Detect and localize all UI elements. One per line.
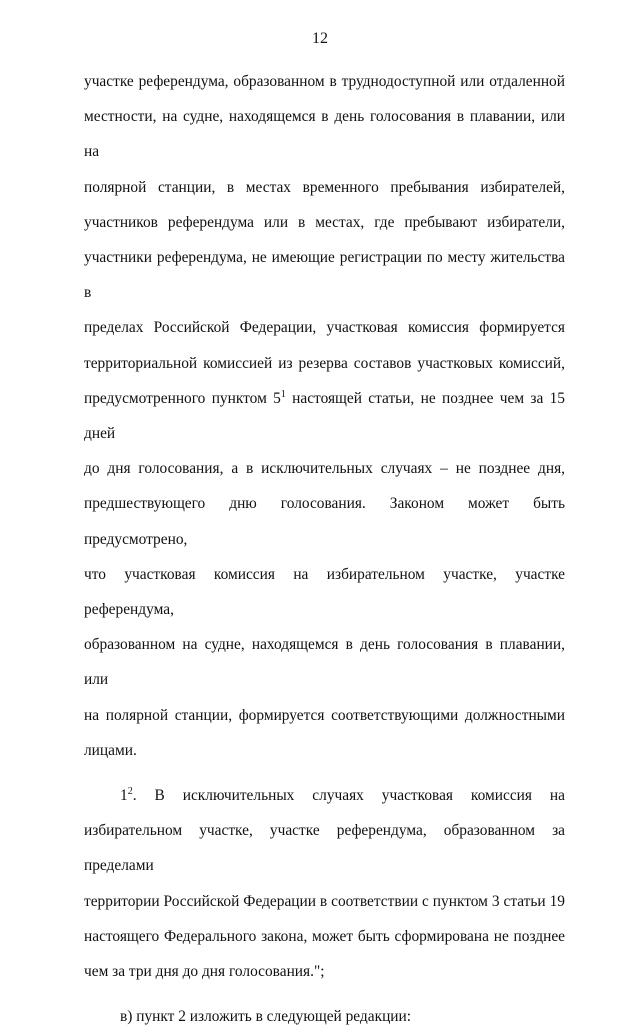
superscript: 2 bbox=[127, 786, 133, 798]
text-line: избирательном участке, участке референдума, образованном за пределами bbox=[84, 822, 565, 875]
text-segment: предусмотренного пунктом 5 bbox=[84, 389, 281, 407]
page-number: 12 bbox=[312, 30, 328, 47]
text-segment: настоящей статьи, не позднее чем за 15 дней bbox=[84, 389, 566, 443]
superscript: 1 bbox=[280, 388, 286, 400]
paragraph-1 bbox=[84, 64, 565, 768]
text-line: предшествующего дню голосования. Законом может быть предусмотрено, bbox=[84, 495, 565, 548]
text-line: участники референдума, не имеющие регистрации по месту жительства в bbox=[84, 249, 565, 302]
text-line: местности, на судне, находящемся в день голосования в плавании, или на bbox=[84, 108, 565, 161]
text-line bbox=[84, 381, 565, 451]
text-line: настоящего Федерального закона, может быть сформирована не позднее bbox=[84, 927, 565, 945]
text-line: участников референдума или в местах, где пребывают избиратели, bbox=[84, 213, 565, 231]
text-line: полярной станции, в местах временного пребывания избирателей, bbox=[84, 178, 565, 196]
text-line: что участковая комиссия на избирательном участке, участке референдума, bbox=[84, 565, 565, 619]
document-body bbox=[84, 64, 565, 1034]
text-line: участке референдума, образованном в труднодоступной или отдаленной bbox=[84, 73, 565, 90]
text-line: территории Российской Федерации в соответствии с пунктом 3 статьи 19 bbox=[84, 892, 565, 910]
text-line: пределах Российской Федерации, участковая комиссия формируется bbox=[84, 319, 565, 337]
text-line: на полярной станции, формируется соответствующими должностными bbox=[84, 706, 565, 724]
text-segment: В исключительных случаях участковая комиссия на bbox=[136, 787, 565, 805]
text-line: лицами. bbox=[84, 741, 137, 759]
text-line: образованном на судне, находящемся в день голосования в плавании, или bbox=[84, 636, 565, 689]
paragraph-2 bbox=[84, 778, 565, 989]
paragraph-3 bbox=[84, 999, 565, 1034]
text-line bbox=[84, 778, 565, 813]
item-number-dot: . bbox=[132, 787, 137, 805]
item-number: 1 bbox=[120, 787, 128, 805]
text-line: чем за три дня до дня голосования."; bbox=[84, 963, 325, 981]
text-line: до дня голосования, а в исключительных случаях – не позднее дня, bbox=[84, 460, 565, 478]
text-line: территориальной комиссией из резерва составов участковых комиссий, bbox=[84, 354, 565, 372]
text-line: в) пункт 2 изложить в следующей редакции: bbox=[120, 1008, 412, 1026]
